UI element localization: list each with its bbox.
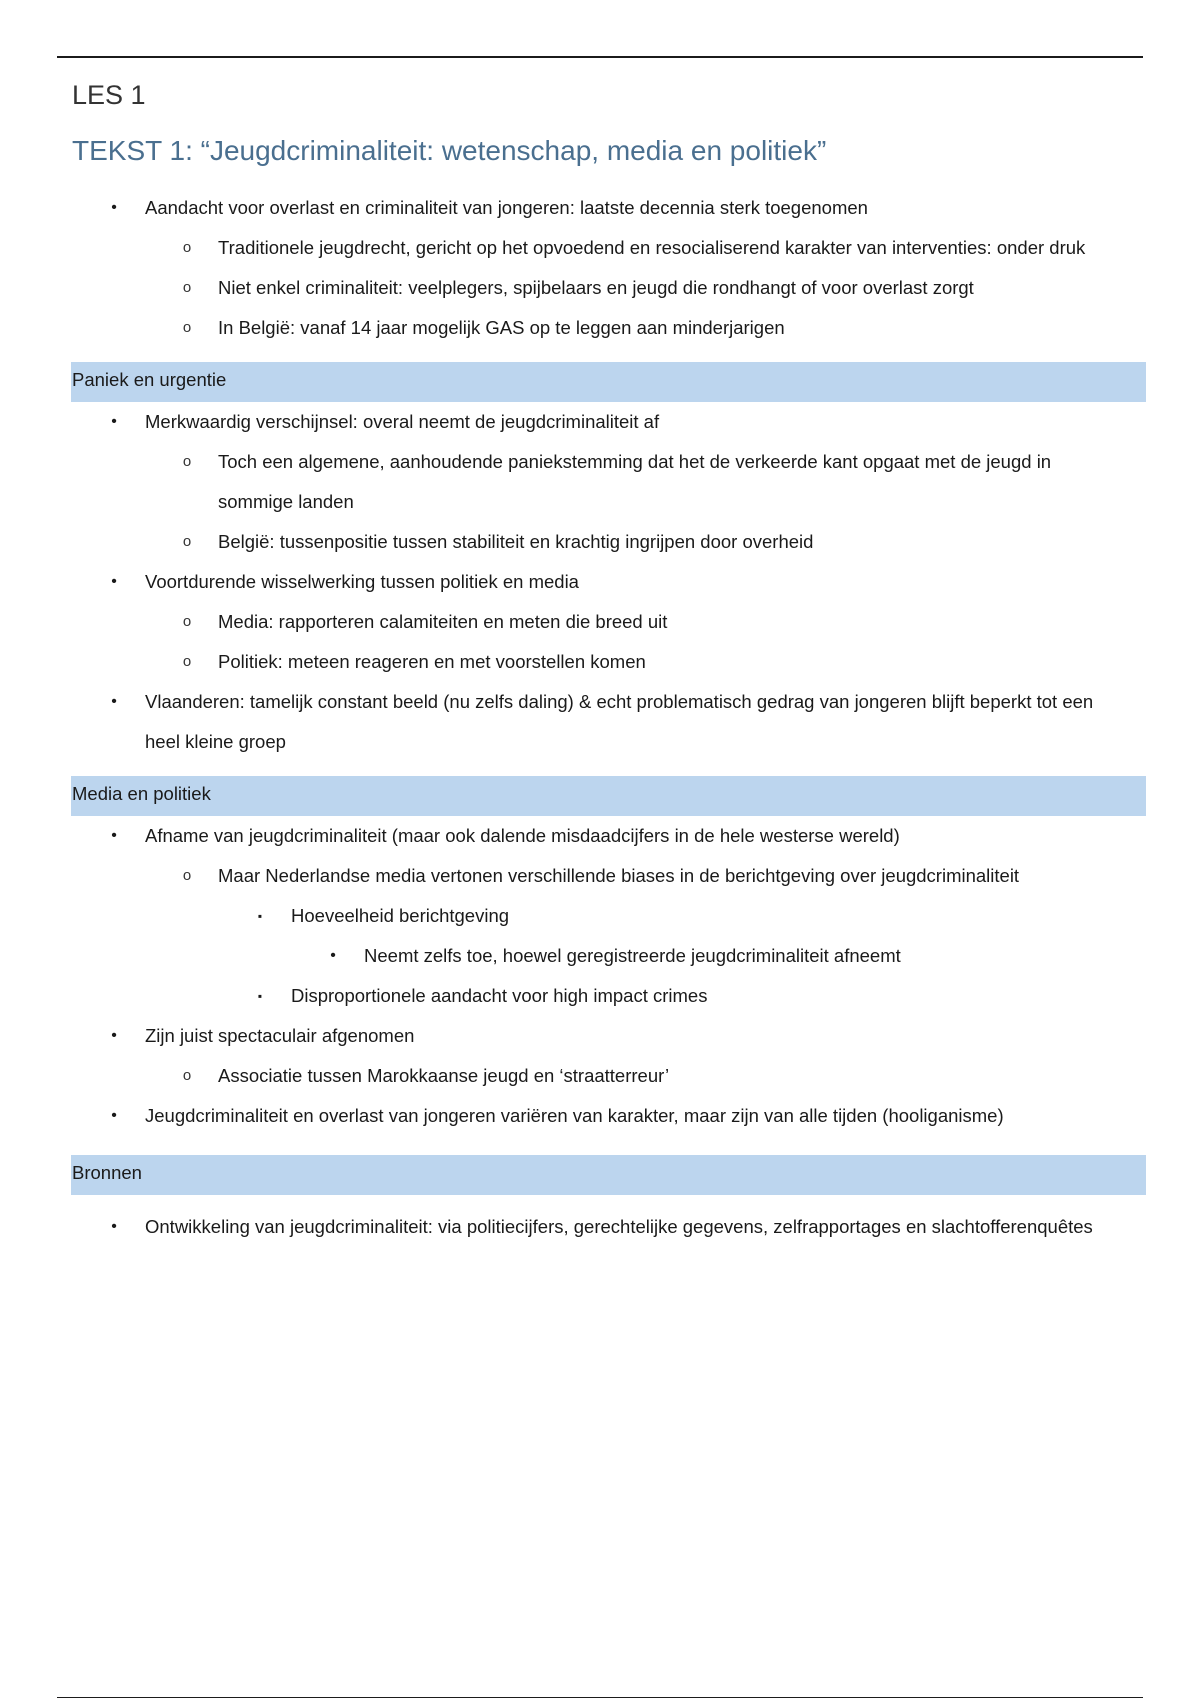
list-item-text: Maar Nederlandse media vertonen verschillende biases in de berichtgeving over jeugdcriminaliteit (218, 865, 1020, 886)
list-item-level-2 (72, 522, 1130, 562)
list-item-level-2 (72, 268, 1130, 308)
list-item-level-1 (72, 816, 1130, 856)
list-item-text: Voortdurende wisselwerking tussen politiek en media (145, 571, 579, 592)
section (72, 362, 1130, 762)
list-item-level-1 (72, 682, 1130, 762)
bullet-icon: o (182, 867, 192, 884)
list-item-text: Merkwaardig verschijnsel: overal neemt de jeugdcriminaliteit af (145, 411, 660, 432)
list-item-text: Disproportionele aandacht voor high impact crimes (291, 985, 708, 1006)
section-heading: Media en politiek (71, 776, 1146, 816)
list-item-text: Traditionele jeugdrecht, gericht op het opvoedend en resocialiserend karakter van interventies: onder druk (218, 237, 1086, 258)
bullet-icon: • (111, 199, 117, 216)
list-item-text: Politiek: meteen reageren en met voorstellen komen (218, 651, 646, 672)
list-item-text: België: tussenpositie tussen stabiliteit en krachtig ingrijpen door overheid (218, 531, 814, 552)
document-body (72, 72, 1130, 1247)
intro-list (72, 188, 1130, 348)
bullet-icon: • (111, 693, 117, 710)
list-item-level-1 (72, 402, 1130, 442)
list-item-level-1 (72, 1096, 1130, 1136)
list-item-level-2 (72, 1056, 1130, 1096)
list-item-text: Associatie tussen Marokkaanse jeugd en ‘straatterreur’ (218, 1065, 670, 1086)
list-item-level-3 (72, 896, 1130, 936)
bullet-icon: • (111, 573, 117, 590)
text-title: TEKST 1: “Jeugdcriminaliteit: wetenschap, media en politiek” (72, 135, 827, 166)
list-item-level-2 (72, 228, 1130, 268)
list-item-text: Neemt zelfs toe, hoewel geregistreerde jeugdcriminaliteit afneemt (364, 945, 901, 966)
bullet-icon: o (182, 319, 192, 336)
bullet-icon: o (182, 279, 192, 296)
bullet-icon: o (182, 533, 192, 550)
bullet-icon: o (182, 1067, 192, 1084)
list-item-level-4 (72, 936, 1130, 976)
list-item-level-1 (72, 1016, 1130, 1056)
list-item-text: Hoeveelheid berichtgeving (291, 905, 510, 926)
list-item-level-2 (72, 642, 1130, 682)
list-item-level-2 (72, 442, 1130, 522)
list-item-text: Vlaanderen: tamelijk constant beeld (nu zelfs daling) & echt problematisch gedrag van jongeren blijft beperkt tot een heel kleine groep (145, 691, 1094, 752)
list-item-level-2 (72, 308, 1130, 348)
list-item-level-1 (72, 1207, 1130, 1247)
bullet-icon: ▪ (257, 909, 263, 923)
bullet-icon: o (182, 653, 192, 670)
list-item-level-1 (72, 562, 1130, 602)
bullet-icon: • (330, 947, 336, 964)
bullet-icon: ▪ (257, 989, 263, 1003)
list-item-text: Zijn juist spectaculair afgenomen (145, 1025, 415, 1046)
sections-container (72, 362, 1130, 1247)
list-item-text: Jeugdcriminaliteit en overlast van jongeren variëren van karakter, maar zijn van alle tijden (hooliganisme) (145, 1105, 1004, 1126)
bullet-icon: • (111, 1107, 117, 1124)
bullet-icon: • (111, 1218, 117, 1235)
list-item-text: Toch een algemene, aanhoudende paniekstemming dat het de verkeerde kant opgaat met de jeugd in sommige landen (218, 451, 1052, 512)
list-item-text: Afname van jeugdcriminaliteit (maar ook dalende misdaadcijfers in de hele westerse wereld) (145, 825, 900, 846)
bullet-icon: • (111, 413, 117, 430)
list-item-text: Ontwikkeling van jeugdcriminaliteit: via politiecijfers, gerechtelijke gegevens, zelfrapportages en slachtofferenquêtes (145, 1216, 1093, 1237)
bullet-icon: • (111, 1027, 117, 1044)
section (72, 1155, 1130, 1247)
list-item-level-3 (72, 976, 1130, 1016)
list-item-text: In België: vanaf 14 jaar mogelijk GAS op te leggen aan minderjarigen (218, 317, 785, 338)
bullet-icon: • (111, 827, 117, 844)
section (72, 776, 1130, 1136)
list-item-level-2 (72, 602, 1130, 642)
bullet-icon: o (182, 453, 192, 470)
section-heading: Paniek en urgentie (71, 362, 1146, 402)
top-rule (57, 56, 1143, 58)
list-item-text: Aandacht voor overlast en criminaliteit van jongeren: laatste decennia sterk toegenomen (145, 197, 868, 218)
bullet-icon: o (182, 613, 192, 630)
bullet-icon: o (182, 239, 192, 256)
section-heading: Bronnen (71, 1155, 1146, 1195)
lesson-title: LES 1 (72, 80, 146, 110)
list-item-text: Niet enkel criminaliteit: veelplegers, spijbelaars en jeugd die rondhangt of voor overlast zorgt (218, 277, 974, 298)
list-item-level-1 (72, 188, 1130, 228)
list-item-level-2 (72, 856, 1130, 896)
list-item-text: Media: rapporteren calamiteiten en meten die breed uit (218, 611, 668, 632)
bottom-rule (57, 1697, 1143, 1698)
